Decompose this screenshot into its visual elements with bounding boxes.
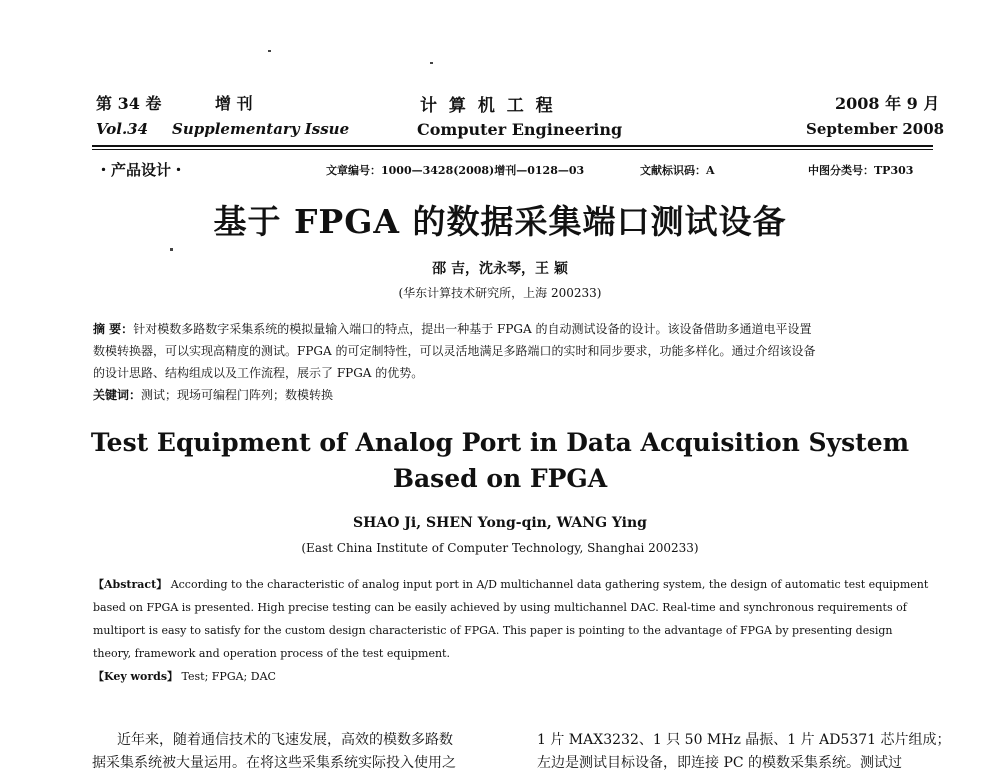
abstract-cn-line: 的设计思路、结构组成以及工作流程，展示了 FPGA 的优势。 [93,366,424,380]
keywords-en-label: 【Key words】 [93,670,179,683]
document-code: 文献标识码：A [640,164,715,177]
keywords-en-text: Test; FPGA; DAC [181,670,276,683]
body-col1-line1: 近年来，随着通信技术的飞速发展，高效的模数多路数 [117,732,453,748]
classification-number: 中图分类号：TP303 [808,164,914,177]
scan-speck [268,50,271,52]
header-date-cn: 2008 年 9 月 [835,94,940,113]
abstract-en-label: 【Abstract】 [93,578,168,591]
section-label: ・产品设计・ [96,161,187,179]
body-col2-line1: 1 片 MAX3232、1 只 50 MHz 晶振、1 片 AD5371 芯片组成； [537,732,951,748]
header-volume-cn: 第 34 卷 [96,94,162,113]
scan-speck [170,248,173,251]
abstract-en-line: multiport is easy to satisfy for the custom design characteristic of FPGA. This paper is pointing to the advantage of FPGA by presenting design [93,624,893,637]
keywords-cn-label: 关键词： [93,388,142,402]
header-issue-cn: 增 刊 [215,94,253,113]
header-rule-thin [92,149,933,150]
abstract-en-line: theory, framework and operation process of the test equipment. [93,647,450,660]
abstract-cn [93,318,933,406]
abstract-cn-line: 数模转换器，可以实现高精度的测试。FPGA 的可定制特性，可以灵活地满足多路端口的实时和同步要求，功能多样化。通过介绍该设备 [93,344,816,358]
header-rule-thick [92,145,933,147]
body-col2-line2: 左边是测试目标设备，即连接 PC 的模数采集系统。测试过 [537,755,903,771]
affiliation-en: (East China Institute of Computer Technology, Shanghai 200233) [301,541,699,555]
authors-en: SHAO Ji, SHEN Yong-qin, WANG Ying [353,515,647,531]
scan-speck [430,62,433,64]
header-date-en: September 2008 [806,120,945,138]
abstract-cn-line: 针对模数多路数字采集系统的模拟量输入端口的特点，提出一种基于 FPGA 的自动测试设备的设计。该设备借助多通道电平设置 [133,322,812,336]
authors-cn: 邵 吉，沈永琴，王 颖 [432,261,568,277]
abstract-en [93,573,933,688]
header-journal-en: Computer Engineering [417,120,623,139]
header-volume-en: Vol.34 [96,120,149,138]
abstract-en-line: based on FPGA is presented. High precise testing can be easily achieved by using multichannel DAC. Real-time and synchronous requirements of [93,601,907,614]
header-issue-en: Supplementary Issue [172,120,350,138]
body-col1-line2: 据采集系统被大量运用。在将这些采集系统实际投入使用之 [92,755,456,771]
header-journal-cn: 计 算 机 工 程 [420,96,556,116]
title-cn: 基于 FPGA 的数据采集端口测试设备 [213,202,787,241]
abstract-en-line: According to the characteristic of analog input port in A/D multichannel data gathering system, the design of automatic test equipment [170,578,929,591]
affiliation-cn: (华东计算技术研究所，上海 200233) [398,286,602,300]
title-en-line1: Test Equipment of Analog Port in Data Acquisition System [90,428,910,457]
abstract-cn-label: 摘 要： [93,322,134,336]
title-en-line2: Based on FPGA [392,464,608,493]
article-number: 文章编号：1000—3428(2008)增刊—0128—03 [326,164,585,177]
keywords-cn-text: 测试；现场可编程门阵列；数模转换 [141,388,334,402]
